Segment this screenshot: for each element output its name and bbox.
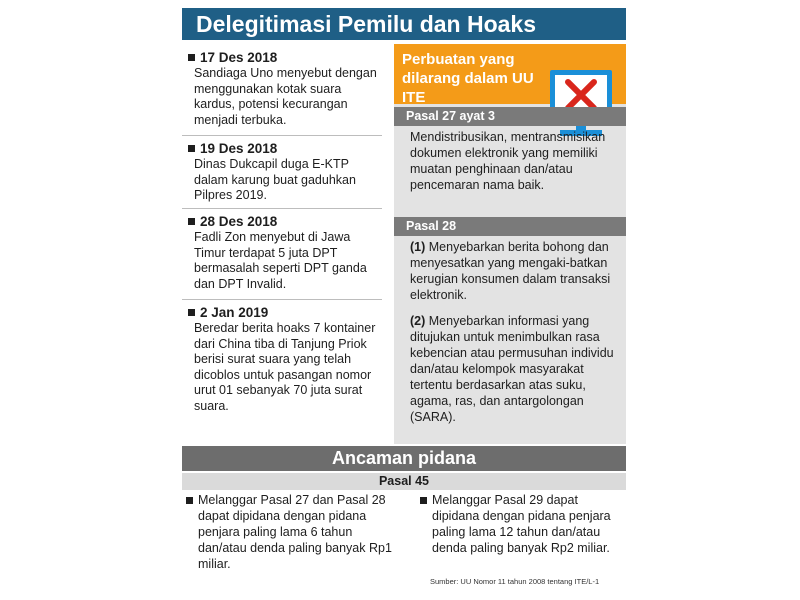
- penalty-item: [186, 492, 404, 572]
- penalty-item: [420, 492, 628, 556]
- event-text: Beredar berita hoaks 7 kontainer dari China tiba di Tanjung Priok berisi surat suara yang telah dicoblos untuk pasangan nomor urut 01 sebanyak 70 juta surat suara.: [194, 321, 376, 413]
- event-text: Fadli Zon menyebut di Jawa Timur terdapat 5 juta DPT bermasalah seperti DPT ganda dan DPT Invalid.: [194, 230, 367, 291]
- event-date: 28 Des 2018: [188, 214, 382, 230]
- pasal-28-item-2: [410, 313, 622, 425]
- timeline-event: [182, 141, 382, 209]
- bullet-icon: [186, 497, 193, 504]
- pasal-28-item-1: [410, 239, 622, 303]
- penalty-text: Melanggar Pasal 27 dan Pasal 28 dapat dipidana dengan pidana penjara paling lama 6 tahun dan/atau denda paling banyak Rp1 miliar.: [198, 493, 392, 571]
- penalty-text: Melanggar Pasal 29 dapat dipidana dengan pidana penjara paling lama 12 tahun dan/atau denda paling banyak Rp2 miliar.: [432, 493, 611, 555]
- item-number: (1): [410, 240, 426, 254]
- event-text: Dinas Dukcapil duga E-KTP dalam karung buat gaduhkan Pilpres 2019.: [194, 157, 356, 202]
- page-title: Delegitimasi Pemilu dan Hoaks: [182, 8, 626, 40]
- law-header-title: Perbuatan yang dilarang dalam UU ITE: [402, 51, 534, 106]
- pasal-27-heading: Pasal 27 ayat 3: [394, 107, 626, 126]
- item-text: Menyebarkan informasi yang ditujukan untuk menimbulkan rasa kebencian atau permusuhan individu dan/atau kelompok masyarakat tertentu berdasarkan atas suku, agama, ras, dan antargolongan (SARA).: [410, 314, 614, 424]
- source-note: Sumber: UU Nomor 11 tahun 2008 tentang ITE/L-1: [430, 577, 600, 586]
- event-date: 17 Des 2018: [188, 50, 382, 66]
- item-text: Menyebarkan berita bohong dan menyesatkan yang mengaki-batkan kerugian konsumen dalam transaksi elektronik.: [410, 240, 611, 302]
- pasal-27-text: Mendistribusikan, mentransmisikan dokumen elektronik yang memiliki muatan penghinaan dan/atau pencemaran nama baik.: [410, 130, 606, 192]
- pasal-28-heading: Pasal 28: [394, 217, 626, 236]
- event-text: Sandiaga Uno menyebut dengan menggunakan kotak suara kardus, potensi kecurangan menjadi terbuka.: [194, 66, 377, 127]
- item-number: (2): [410, 314, 426, 328]
- timeline-event: [182, 214, 382, 300]
- penalty-section-title: Ancaman pidana: [182, 446, 626, 471]
- timeline-event: [182, 305, 382, 423]
- bullet-icon: [420, 497, 427, 504]
- pasal-45-heading: Pasal 45: [182, 473, 626, 490]
- event-date: 19 Des 2018: [188, 141, 382, 157]
- timeline-event: [182, 50, 382, 136]
- event-date: 2 Jan 2019: [188, 305, 382, 321]
